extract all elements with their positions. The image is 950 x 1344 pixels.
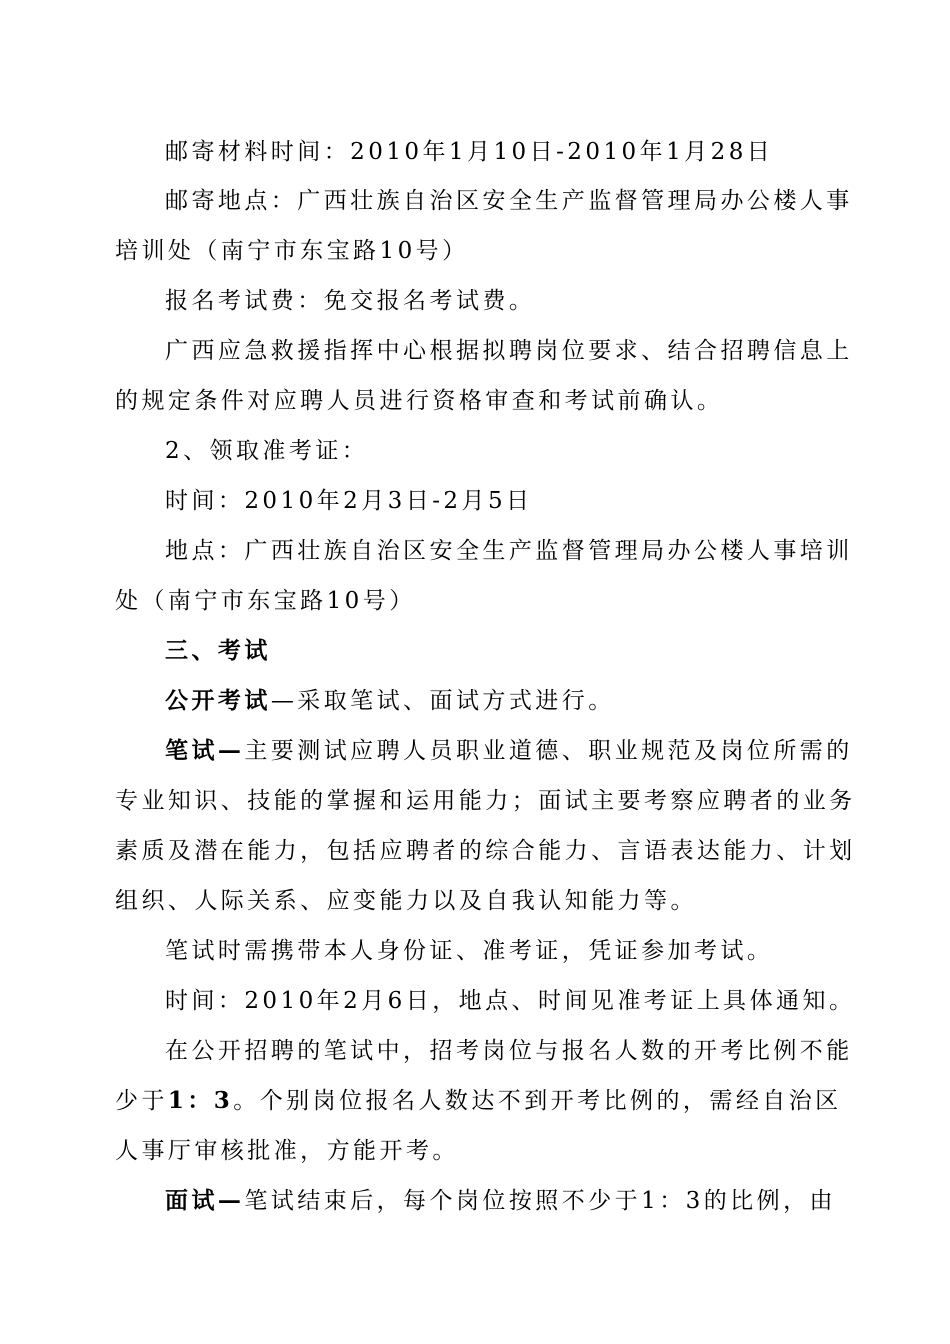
line-text: 主要测试应聘人员职业道德、职业规范及岗位所需的	[244, 738, 853, 764]
line-text: 组织、人际关系、应变能力以及自我认知能力等。	[115, 888, 697, 914]
paragraph-line	[165, 986, 855, 1016]
paragraph-line	[115, 1086, 842, 1116]
paragraph-line	[165, 936, 773, 966]
line-text: 广西应急救援指挥中心根据拟聘岗位要求、结合招聘信息上	[165, 338, 853, 364]
line-text: 笔试结束后，每个岗位按照不少于1：3的比例，由	[244, 1188, 836, 1214]
paragraph-line	[115, 236, 469, 266]
bold-ratio: 1：3	[167, 1087, 234, 1114]
paragraph-line	[165, 536, 853, 566]
bold-term: 笔试—	[165, 737, 245, 764]
line-text: 在公开招聘的笔试中，招考岗位与报名人数的开考比例不能	[165, 1038, 853, 1064]
paragraph-line	[165, 1186, 836, 1216]
line-text: 报名考试费：免交报名考试费。	[165, 288, 536, 314]
paragraph-line	[165, 486, 533, 516]
line-text: 地点：广西壮族自治区安全生产监督管理局办公楼人事培训	[165, 538, 853, 564]
line-text: 专业知识、技能的掌握和运用能力；面试主要考察应聘者的业务	[115, 788, 856, 814]
heading-text: 三、考试	[165, 637, 271, 664]
line-text: 2、领取准考证：	[165, 438, 369, 464]
line-text: 时间：2010年2月3日-2月5日	[165, 488, 533, 514]
line-text: 人事厅审核批准，方能开考。	[115, 1138, 459, 1164]
line-text: 笔试时需携带本人身份证、准考证，凭证参加考试。	[165, 938, 774, 964]
paragraph-line	[115, 386, 723, 416]
line-text: —采取笔试、面试方式进行。	[270, 688, 615, 714]
paragraph-line	[115, 836, 856, 866]
line-text: 时间：2010年2月6日，地点、时间见准考证上具体通知。	[165, 988, 856, 1014]
paragraph-line	[165, 186, 853, 216]
line-text: 的规定条件对应聘人员进行资格审查和考试前确认。	[115, 388, 724, 414]
paragraph-line	[165, 137, 773, 167]
bold-term: 公开考试	[165, 687, 271, 714]
paragraph-line	[115, 786, 856, 816]
paragraph-line	[165, 286, 535, 316]
paragraph-line	[115, 1136, 459, 1166]
paragraph-line	[165, 436, 368, 466]
line-text: 邮寄材料时间：2010年1月10日-2010年1月28日	[165, 139, 774, 165]
bold-term: 面试—	[165, 1187, 245, 1214]
paragraph-line	[165, 736, 853, 766]
line-text: 邮寄地点：广西壮族自治区安全生产监督管理局办公楼人事	[165, 188, 853, 214]
line-text: 培训处（南宁市东宝路10号）	[115, 238, 469, 264]
line-text: 少于	[115, 1088, 168, 1114]
line-text: 素质及潜在能力，包括应聘者的综合能力、言语表达能力、计划	[115, 838, 856, 864]
paragraph-line	[165, 1036, 853, 1066]
paragraph-line	[115, 586, 416, 616]
line-text: 。个别岗位报名人数达不到开考比例的，需经自治区	[233, 1088, 842, 1114]
line-text: 处（南宁市东宝路10号）	[115, 588, 416, 614]
paragraph-line	[165, 686, 615, 716]
paragraph-line	[165, 336, 853, 366]
paragraph-line	[115, 886, 697, 916]
section-heading	[165, 636, 271, 666]
